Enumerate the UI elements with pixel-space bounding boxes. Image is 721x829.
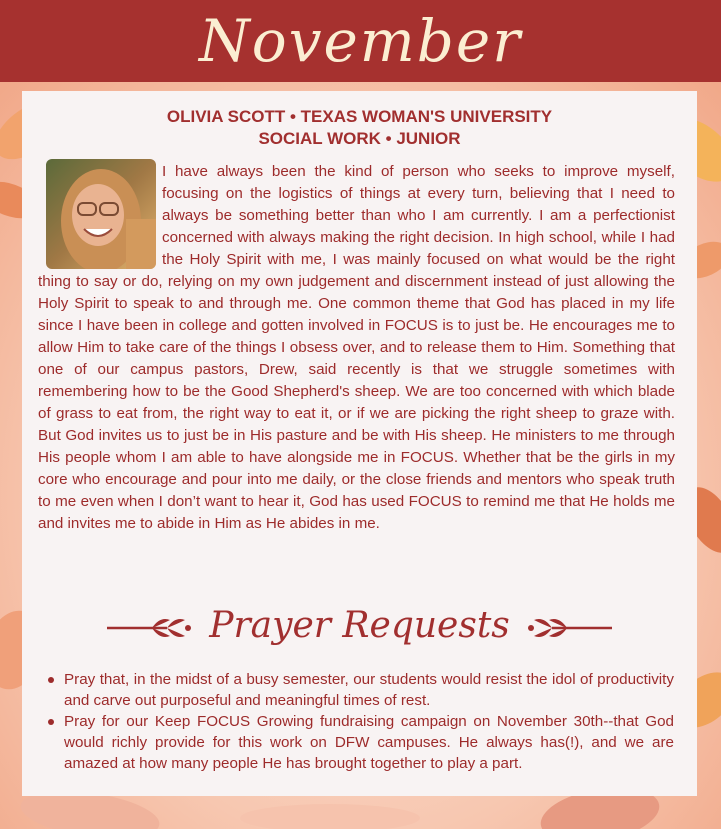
prayer-request-text: Pray that, in the midst of a busy semester, our students would resist the idol of productivity and carve out purposeful and meaningful times of rest.: [64, 671, 674, 709]
testimony-paragraph: [38, 161, 675, 535]
newsletter-card: [22, 91, 697, 796]
bullet-icon: [48, 677, 54, 683]
prayer-request-item: [44, 669, 674, 711]
testimony-text: I have always been the kind of person who seeks to improve myself, focusing on the logistics of things at every turn, believing that I need to always be something better than who I am currently. I am a perfectionist concerned with always making the right decision. In high school, while I had the Holy Spirit with me, I was mainly focused on what would be the right thing to say or do, relying on my own judgement and discernment instead of just allowing the Holy Spirit to speak to and through me. One common theme that God has placed in my life since I have been in college and gotten involved in FOCUS is to just be. He encourages me to allow Him to take care of the things I obsess over, and to release them to Him. Something that one of our campus pastors, Drew, said recently is that we struggle sometimes with remembering how to be the Good Shepherd's sheep. We are too concerned with which blade of grass to eat from, the right way to eat it, or if we are picking the right sheep to graze with. But God invites us to just be in His pasture and be with His sheep. He ministers to me through His people whom I am able to have alongside me in FOCUS. Whether that be the girls in my core who encourage and pour into me daily, or the close friends and mentors who speak truth to me even when I don’t want to hear it, God has used FOCUS to remind me that He holds me and invites me to abide in Him as He abides in me.: [38, 163, 675, 532]
prayer-request-item: [44, 711, 674, 774]
prayer-requests-header: [22, 596, 697, 656]
bullet-icon: [48, 719, 54, 725]
photo-wrap-space: [38, 160, 162, 270]
prayer-request-text: Pray for our Keep FOCUS Growing fundraising campaign on November 30th--that God would richly provide for this work on DFW campuses. He always has(!), and we are amazed at how many people He has brought together to play a part.: [64, 713, 674, 772]
prayer-requests-list: [44, 669, 674, 774]
prayer-requests-title: Prayer Requests: [209, 605, 510, 646]
student-program-heading: SOCIAL WORK • JUNIOR: [258, 129, 461, 148]
month-title: November: [199, 7, 522, 75]
student-name-heading: OLIVIA SCOTT • TEXAS WOMAN'S UNIVERSITY: [166, 107, 553, 126]
